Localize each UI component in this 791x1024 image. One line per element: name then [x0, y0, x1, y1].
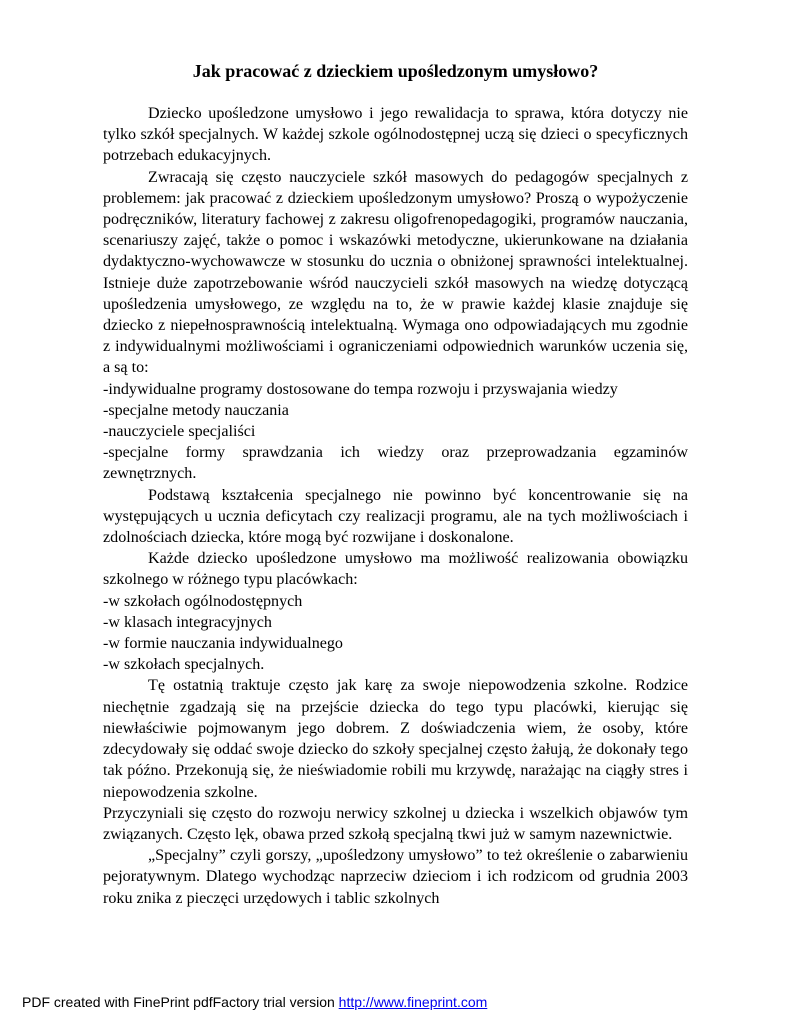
paragraph: Każde dziecko upośledzone umysłowo ma możliwość realizowania obowiązku szkolnego w różnego typu placówkach: [103, 550, 688, 589]
footer-link[interactable]: http://www.fineprint.com [338, 994, 488, 1010]
page-title: Jak pracować z dzieckiem upośledzonym umysłowo? [192, 61, 599, 81]
paragraph: Zwracają się często nauczyciele szkół masowych do pedagogów specjalnych z problemem: jak pracować z dzieckiem upośledzonym umysłowo? Proszą o wypożyczenie podręczników, literatury fachowej z zakresu oligofrenopedagogiki, programów nauczania, scenariuszy zajęć, także o pomoc i wskazówki metodyczne, ukierunkowane na działania dydaktyczno-wychowawcze w stosunku do ucznia o obniżonej sprawności intelektualnej. Istnieje duże zapotrzebowanie wśród nauczycieli szkół masowych na wiedzę dotyczącą upośledzenia umysłowego, ze względu na to, że w prawie każdej klasie znajduje się dziecko z niepełnosprawnością intelektualną. Wymaga ono odpowiadających mu zgodnie z indywidualnymi możliwościami i ograniczeniami odpowiednich warunków uczenia się, a są to: [103, 168, 688, 377]
paragraph: Tę ostatnią traktuje często jak karę za swoje niepowodzenia szkolne. Rodzice niechętnie zgadzają się na przejście dziecka do tego typu placówki, kierując się niewłaściwie pojmowanym jego dobrem. Z doświadczenia wiem, że osoby, które zdecydowały się oddać swoje dziecko do szkoły specjalnej często żałują, że dokonały tego tak późno. Przekonują się, że nieświadomie robili mu krzywdę, narażając na ciągły stres i niepowodzenia szkolne. [103, 677, 688, 801]
list-item: -w szkołach ogólnodostępnych [103, 592, 303, 610]
list-item: -specjalne formy sprawdzania ich wiedzy oraz przeprowadzania egzaminów zewnętrznych. [103, 444, 688, 483]
paragraph: Podstawą kształcenia specjalnego nie powinno być koncentrowanie się na występujących u ucznia deficytach czy realizacji programu, ale na tych możliwościach i zdolnościach dziecka, które mogą być rozwijane i doskonalone. [103, 486, 688, 547]
pdf-footer [22, 993, 487, 1011]
list-item: -w formie nauczania indywidualnego [103, 635, 343, 653]
footer-text: PDF created with FinePrint pdfFactory trial version [22, 994, 339, 1010]
paragraph: Dziecko upośledzone umysłowo i jego rewalidacja to sprawa, która dotyczy nie tylko szkół specjalnych. W każdej szkole ogólnodostępnej uczą się dzieci o specyficznych potrzebach edukacyjnych. [103, 105, 688, 165]
list-item: -specjalne metody nauczania [103, 401, 289, 419]
list-item: -w szkołach specjalnych. [103, 656, 265, 674]
list-item: -w klasach integracyjnych [103, 613, 272, 631]
paragraph: „Specjalny” czyli gorszy, „upośledzony umysłowo” to też określenie o zabarwieniu pejoratywnym. Dlatego wychodząc naprzeciw dzieciom i ich rodzicom od grudnia 2003 roku znika z pieczęci urzędowych i tablic szkolnych [103, 847, 688, 907]
document-body [103, 103, 688, 909]
list-item: -nauczyciele specjaliści [103, 423, 256, 441]
list-item: -indywidualne programy dostosowane do tempa rozwoju i przyswajania wiedzy [103, 380, 618, 398]
paragraph: Przyczyniali się często do rozwoju nerwicy szkolnej u dziecka i wszelkich objawów tym związanych. Często lęk, obawa przed szkołą specjalną tkwi już w samym nazewnictwie. [103, 804, 688, 843]
